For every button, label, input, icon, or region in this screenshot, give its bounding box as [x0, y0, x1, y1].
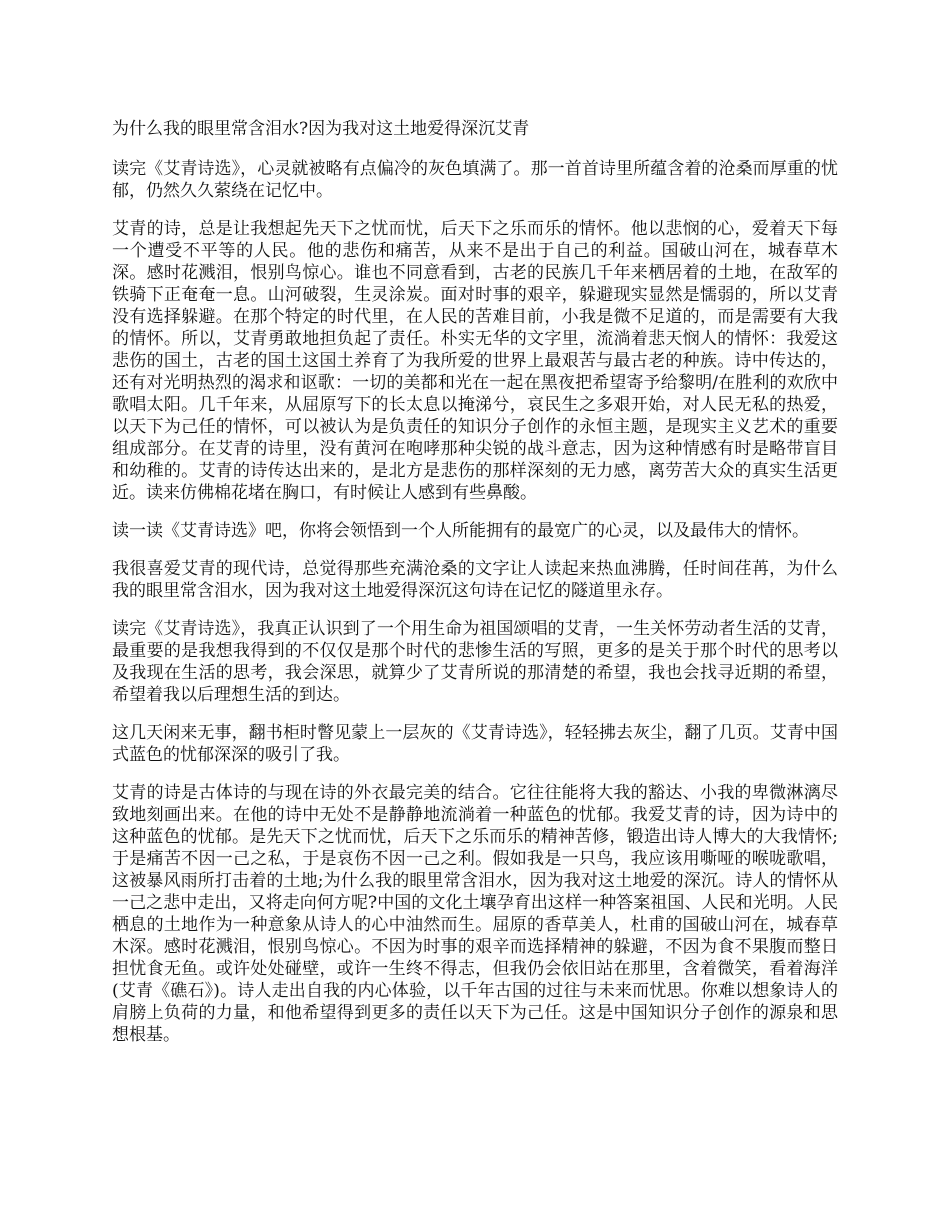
- paragraph: 读完《艾青诗选》，心灵就被略有点偏冷的灰色填满了。那一首首诗里所蕴含着的沧桑而厚重的忧郁，仍然久久萦绕在记忆中。: [112, 159, 838, 201]
- document-body: [112, 118, 838, 1062]
- paragraph: 艾青的诗是古体诗的与现在诗的外衣最完美的结合。它往往能将大我的豁达、小我的卑微淋漓尽致地刻画出来。在他的诗中无处不是静静地流淌着一种蓝色的忧郁。我爱艾青的诗，因为诗中的这种蓝色的忧郁。是先天下之忧而忧，后天下之乐而乐的精神苦修，锻造出诗人博大的大我情怀;于是痛苦不因一己之私，于是哀伤不因一己之利。假如我是一只鸟，我应该用嘶哑的喉咙歌唱，这被暴风雨所打击着的土地;为什么我的眼里常含泪水，因为我对这土地爱的深沉。诗人的情怀从一己之悲中走出，又将走向何方呢?中国的文化土壤孕育出这样一种答案祖国、人民和光明。人民栖息的土地作为一种意象从诗人的心中油然而生。屈原的香草美人，杜甫的国破山河在，城春草木深。感时花溅泪，恨别鸟惊心。不因为时事的艰辛而选择精神的躲避，不因为食不果腹而整日担忧食无鱼。或许处处碰壁，或许一生终不得志，但我仍会依旧站在那里，含着微笑，看着海洋(艾青《礁石》)。诗人走出自我的内心体验，以千年古国的过往与未来而忧思。你难以想象诗人的肩膀上负荷的力量，和他希望得到更多的责任以天下为己任。这是中国知识分子创作的源泉和思想根基。: [112, 783, 838, 1045]
- document-title: 为什么我的眼里常含泪水?因为我对这土地爱得深沉艾青: [112, 119, 530, 139]
- paragraph: 读完《艾青诗选》，我真正认识到了一个用生命为祖国颂唱的艾青，一生关怀劳动者生活的艾青，最重要的是我想我得到的不仅仅是那个时代的悲惨生活的写照，更多的是关于那个时代的思考以及我现在生活的思考，我会深思，就算少了艾青所说的那清楚的希望，我也会找寻近期的希望，希望着我以后理想生活的到达。: [112, 619, 838, 705]
- paragraph: 艾青的诗，总是让我想起先天下之忧而忧，后天下之乐而乐的情怀。他以悲悯的心，爱着天下每一个遭受不平等的人民。他的悲伤和痛苦，从来不是出于自己的利益。国破山河在，城春草木深。感时花溅泪，恨别鸟惊心。谁也不同意看到，古老的民族几千年来栖居着的土地，在敌军的铁骑下正奄奄一息。山河破裂，生灵涂炭。面对时事的艰辛，躲避现实显然是懦弱的，所以艾青没有选择躲避。在那个特定的时代里，在人民的苦难目前，小我是微不足道的，而是需要有大我的情怀。所以，艾青勇敢地担负起了责任。朴实无华的文字里，流淌着悲天悯人的情怀：我爱这悲伤的国土，古老的国土这国土养育了为我所爱的世界上最艰苦与最古老的种族。诗中传达的，还有对光明热烈的渴求和讴歌：一切的美都和光在一起在黑夜把希望寄予给黎明/在胜利的欢欣中歌唱太阳。几千年来，从屈原写下的长太息以掩涕兮，哀民生之多艰开始，对人民无私的热爱，以天下为己任的情怀，可以被认为是负责任的知识分子创作的永恒主题，是现实主义艺术的重要组成部分。在艾青的诗里，没有黄河在咆哮那种尖锐的战斗意志，因为这种情感有时是略带盲目和幼稚的。艾青的诗传达出来的，是北方是悲伤的那样深刻的无力感，离劳苦大众的真实生活更近。读来仿佛棉花堵在胸口，有时候让人感到有些鼻酸。: [112, 219, 838, 503]
- paragraph: 这几天闲来无事，翻书柜时瞥见蒙上一层灰的《艾青诗选》，轻轻拂去灰尘，翻了几页。艾青中国式蓝色的忧郁深深的吸引了我。: [112, 723, 838, 765]
- paragraph: 我很喜爱艾青的现代诗，总觉得那些充满沧桑的文字让人读起来热血沸腾，任时间荏苒，为什么我的眼里常含泪水，因为我对这土地爱得深沉这句诗在记忆的隧道里永存。: [112, 559, 838, 601]
- paragraph: 读一读《艾青诗选》吧，你将会领悟到一个人所能拥有的最宽广的心灵，以及最伟大的情怀。: [112, 521, 809, 541]
